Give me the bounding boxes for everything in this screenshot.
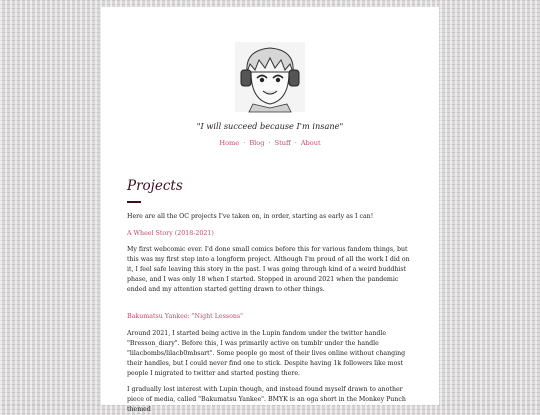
manga-character-portrait-icon xyxy=(235,42,305,112)
project-description: My first webcomic ever. I'd done small comics before this for various fandom things, but this was my first step into a longform project. Although I'm proud of all the work I did on it, I feel safe leaving this story in the past. I was going through kind of a weird buddhist phase, and I was only 18 when I started. Stopped in around 2021 when the pandemic ended and my attention started getting drawn to other things. xyxy=(127,245,410,293)
nav-separator: · xyxy=(294,139,297,147)
tagline: "I will succeed because I'm insane" xyxy=(196,121,344,131)
nav-link-about[interactable]: About xyxy=(300,139,321,147)
site-header xyxy=(101,42,439,147)
project-link-bakumatsu-yankee[interactable]: Bakumatsu Yankee: "Night Lessons" xyxy=(127,312,244,320)
project-link-wheel-story[interactable]: A Wheel Story (2018-2021) xyxy=(127,229,214,237)
project-description: Around 2021, I started being active in the Lupin fandom under the twitter handle "Bresson_diary". Before this, I was primarily active on tumblr under the handle "lilacbombs/lilacb0mbsart". Some people go most of their lives online without changing their handles, but I could never find one to stick. Despite having 1k followers like most people I migrated to twitter and started posting there. xyxy=(127,329,406,377)
nav-link-blog[interactable]: Blog xyxy=(249,139,265,147)
project-description: I gradually lost interest with Lupin though, and instead found myself drawn to another piece of media, called "Bakumatsu Yankee". BMYK is an oga short in the Monkey Punch themed xyxy=(127,385,406,413)
title-underline xyxy=(127,201,141,203)
nav-link-home[interactable]: Home xyxy=(219,139,240,147)
top-nav xyxy=(101,139,439,147)
intro-text: Here are all the OC projects I've taken on, in order, starting as early as I can! xyxy=(127,212,374,220)
nav-separator: · xyxy=(268,139,271,147)
nav-link-stuff[interactable]: Stuff xyxy=(274,139,291,147)
nav-separator: · xyxy=(243,139,246,147)
main-content xyxy=(101,178,439,415)
page-title: Projects xyxy=(127,178,183,194)
content-card xyxy=(101,7,439,413)
